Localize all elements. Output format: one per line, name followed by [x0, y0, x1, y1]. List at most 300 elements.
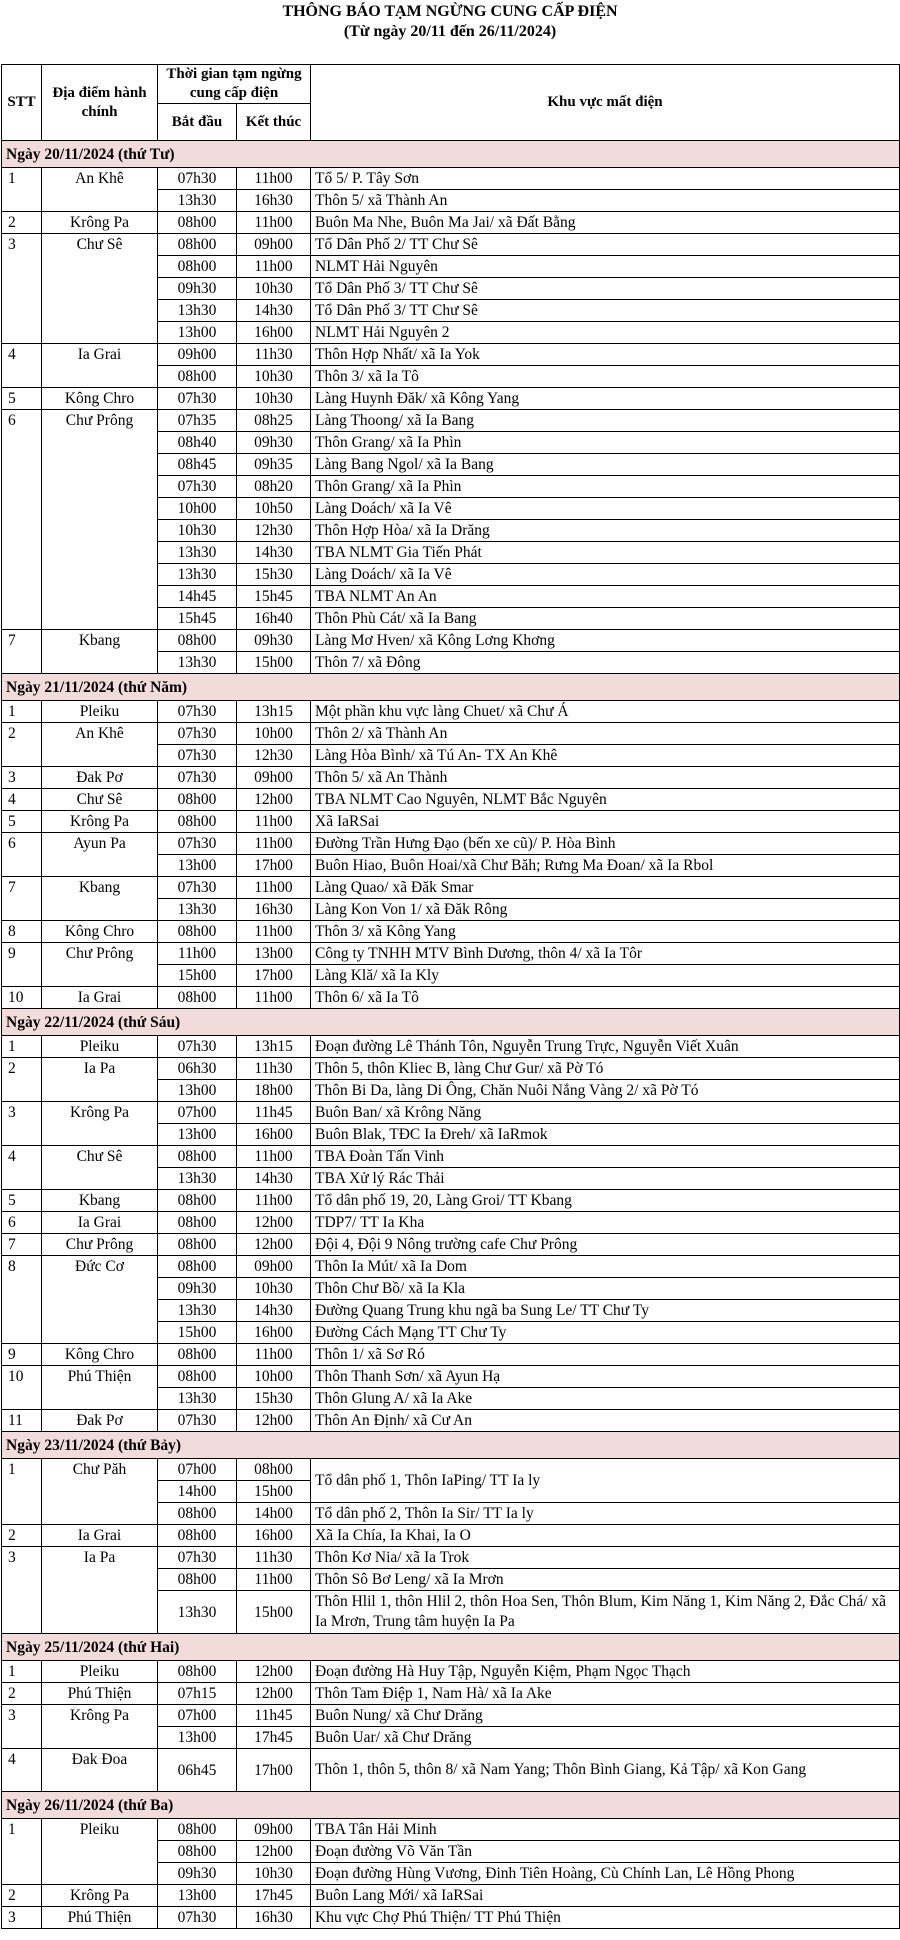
start-time-cell: 13h30	[158, 899, 237, 921]
day-label: Ngày 22/11/2024 (thứ Sáu)	[2, 1009, 900, 1036]
table-row	[2, 701, 900, 723]
stt-cell: 11	[2, 1410, 42, 1432]
end-time-cell: 08h25	[237, 410, 311, 432]
area-cell: Xã IaRSai	[311, 811, 900, 833]
end-time-cell: 08h00	[237, 1459, 311, 1481]
table-row	[2, 1036, 900, 1058]
area-cell: Thôn Tam Điệp 1, Nam Hà/ xã Ia Ake	[311, 1683, 900, 1705]
end-time-cell: 15h30	[237, 1388, 311, 1410]
table-row	[2, 1907, 900, 1929]
day-label: Ngày 20/11/2024 (thứ Tư)	[2, 141, 900, 168]
power-outage-table	[1, 64, 900, 1929]
area-cell: Thôn Ia Mút/ xã Ia Dom	[311, 1256, 900, 1278]
location-cell: Krông Pa	[42, 1102, 158, 1146]
area-cell: Thôn 3/ xã Kông Yang	[311, 921, 900, 943]
area-cell: Thôn Chư Bồ/ xã Ia Kla	[311, 1278, 900, 1300]
start-time-cell: 15h00	[158, 965, 237, 987]
area-cell: Đoạn đường Võ Văn Tần	[311, 1841, 900, 1863]
area-cell: Thôn Hlil 1, thôn Hlil 2, thôn Hoa Sen, Thôn Blum, Kim Năng 1, Kim Năng 2, Đắc Chá/ xã Ia Mrơn, Trung tâm huyện Ia Pa	[311, 1591, 900, 1634]
start-time-cell: 13h00	[158, 1124, 237, 1146]
area-cell: Làng Mơ Hven/ xã Kông Lơng Khơng	[311, 630, 900, 652]
end-time-cell: 15h30	[237, 564, 311, 586]
end-time-cell: 16h00	[237, 322, 311, 344]
stt-cell: 9	[2, 943, 42, 987]
location-cell: Pleiku	[42, 1819, 158, 1885]
document-title: THÔNG BÁO TẠM NGỪNG CUNG CẤP ĐIỆN	[282, 3, 618, 20]
area-cell: Làng Thoong/ xã Ia Bang	[311, 410, 900, 432]
stt-cell: 3	[2, 234, 42, 344]
end-time-cell: 12h00	[237, 1212, 311, 1234]
location-cell: Pleiku	[42, 1661, 158, 1683]
stt-cell: 2	[2, 1525, 42, 1547]
area-cell: Thôn Thanh Sơn/ xã Ayun Hạ	[311, 1366, 900, 1388]
end-time-cell: 11h00	[237, 877, 311, 899]
end-time-cell: 14h30	[237, 1300, 311, 1322]
stt-cell: 3	[2, 1907, 42, 1929]
area-cell: Buôn Lang Mới/ xã IaRSai	[311, 1885, 900, 1907]
table-row	[2, 630, 900, 652]
area-cell: Thôn 1/ xã Sơ Ró	[311, 1344, 900, 1366]
area-cell: Buôn Ma Nhe, Buôn Ma Jai/ xã Đất Bằng	[311, 212, 900, 234]
stt-cell: 10	[2, 987, 42, 1009]
location-cell: Ia Grai	[42, 1212, 158, 1234]
end-time-cell: 09h00	[237, 1256, 311, 1278]
location-cell: Ia Grai	[42, 1525, 158, 1547]
start-time-cell: 07h35	[158, 410, 237, 432]
area-cell: Xã Ia Chía, Ia Khai, Ia O	[311, 1525, 900, 1547]
table-row	[2, 168, 900, 190]
stt-cell: 3	[2, 767, 42, 789]
area-cell: Buôn Ban/ xã Krông Năng	[311, 1102, 900, 1124]
area-cell: Buôn Blak, TĐC Ia Đreh/ xã IaRmok	[311, 1124, 900, 1146]
stt-cell: 3	[2, 1102, 42, 1146]
end-time-cell: 10h30	[237, 1278, 311, 1300]
location-cell: Ia Pa	[42, 1058, 158, 1102]
area-cell: TBA NLMT Cao Nguyên, NLMT Bắc Nguyên	[311, 789, 900, 811]
area-cell: Thôn 5, thôn Kliec B, làng Chư Gur/ xã Pờ Tó	[311, 1058, 900, 1080]
header-location: Địa điểm hành chính	[42, 65, 158, 141]
day-label: Ngày 21/11/2024 (thứ Năm)	[2, 674, 900, 701]
end-time-cell: 13h15	[237, 701, 311, 723]
area-cell: Tổ dân phố 2, Thôn Ia Sir/ TT Ia ly	[311, 1503, 900, 1525]
table-row	[2, 212, 900, 234]
end-time-cell: 12h00	[237, 1234, 311, 1256]
end-time-cell: 11h45	[237, 1102, 311, 1124]
start-time-cell: 08h00	[158, 1819, 237, 1841]
start-time-cell: 08h00	[158, 1190, 237, 1212]
start-time-cell: 13h00	[158, 1080, 237, 1102]
end-time-cell: 11h00	[237, 811, 311, 833]
area-cell: Làng Kon Von 1/ xã Đăk Rông	[311, 899, 900, 921]
location-cell: Ayun Pa	[42, 833, 158, 877]
area-cell: Đường Quang Trung khu ngã ba Sung Le/ TT Chư Ty	[311, 1300, 900, 1322]
table-row	[2, 921, 900, 943]
end-time-cell: 17h45	[237, 1885, 311, 1907]
area-cell: TBA NLMT An An	[311, 586, 900, 608]
stt-cell: 4	[2, 344, 42, 388]
end-time-cell: 11h00	[237, 987, 311, 1009]
end-time-cell: 16h30	[237, 190, 311, 212]
location-cell: Chư Prông	[42, 410, 158, 630]
end-time-cell: 11h00	[237, 168, 311, 190]
location-cell: Kbang	[42, 1190, 158, 1212]
stt-cell: 2	[2, 1683, 42, 1705]
table-row	[2, 1705, 900, 1727]
stt-cell: 6	[2, 1212, 42, 1234]
location-cell: Đak Pơ	[42, 1410, 158, 1432]
area-cell: Thôn Hợp Hòa/ xã Ia Drăng	[311, 520, 900, 542]
table-row	[2, 1661, 900, 1683]
stt-cell: 2	[2, 1885, 42, 1907]
table-row	[2, 1344, 900, 1366]
location-cell: Chư Sê	[42, 1146, 158, 1190]
area-cell: Làng Doách/ xã Ia Vê	[311, 564, 900, 586]
stt-cell: 2	[2, 723, 42, 767]
table-row	[2, 1102, 900, 1124]
end-time-cell: 16h30	[237, 899, 311, 921]
location-cell: Đak Pơ	[42, 767, 158, 789]
end-time-cell: 17h00	[237, 965, 311, 987]
table-row	[2, 1212, 900, 1234]
table-row	[2, 1819, 900, 1841]
location-cell: Phú Thiện	[42, 1907, 158, 1929]
end-time-cell: 17h00	[237, 1749, 311, 1792]
stt-cell: 1	[2, 1661, 42, 1683]
start-time-cell: 15h00	[158, 1322, 237, 1344]
document-subtitle: (Từ ngày 20/11 đến 26/11/2024)	[343, 23, 557, 40]
table-row	[2, 1190, 900, 1212]
start-time-cell: 08h00	[158, 1366, 237, 1388]
start-time-cell: 08h40	[158, 432, 237, 454]
area-cell: Thôn 1, thôn 5, thôn 8/ xã Nam Yang; Thôn Bình Giang, Kả Tập/ xã Kon Gang	[311, 1749, 900, 1792]
area-cell: Thôn Phù Cát/ xã Ia Bang	[311, 608, 900, 630]
stt-cell: 1	[2, 701, 42, 723]
area-cell: Thôn An Định/ xã Cư An	[311, 1410, 900, 1432]
area-cell: TBA Xử lý Rác Thải	[311, 1168, 900, 1190]
location-cell: Đức Cơ	[42, 1256, 158, 1344]
end-time-cell: 12h00	[237, 789, 311, 811]
end-time-cell: 12h00	[237, 1410, 311, 1432]
start-time-cell: 08h00	[158, 366, 237, 388]
area-cell: Làng Hòa Bình/ xã Tú An- TX An Khê	[311, 745, 900, 767]
start-time-cell: 07h30	[158, 1547, 237, 1569]
start-time-cell: 07h30	[158, 767, 237, 789]
area-cell: Thôn Grang/ xã Ia Phìn	[311, 432, 900, 454]
table-row	[2, 943, 900, 965]
start-time-cell: 08h00	[158, 1525, 237, 1547]
area-cell: Công ty TNHH MTV Bình Dương, thôn 4/ xã Ia Tôr	[311, 943, 900, 965]
location-cell: Chư Păh	[42, 1459, 158, 1525]
location-cell: An Khê	[42, 168, 158, 212]
start-time-cell: 07h00	[158, 1459, 237, 1481]
start-time-cell: 07h30	[158, 877, 237, 899]
end-time-cell: 16h40	[237, 608, 311, 630]
end-time-cell: 12h00	[237, 1683, 311, 1705]
end-time-cell: 11h30	[237, 1547, 311, 1569]
start-time-cell: 08h00	[158, 630, 237, 652]
area-cell: Một phần khu vực làng Chuet/ xã Chư Á	[311, 701, 900, 723]
end-time-cell: 17h45	[237, 1727, 311, 1749]
location-cell: Phú Thiện	[42, 1683, 158, 1705]
day-header-row	[2, 1009, 900, 1036]
start-time-cell: 13h30	[158, 1300, 237, 1322]
start-time-cell: 06h45	[158, 1749, 237, 1792]
day-header-row	[2, 1792, 900, 1819]
end-time-cell: 11h00	[237, 921, 311, 943]
end-time-cell: 17h00	[237, 855, 311, 877]
table-row	[2, 877, 900, 899]
start-time-cell: 13h00	[158, 322, 237, 344]
stt-cell: 6	[2, 410, 42, 630]
start-time-cell: 09h30	[158, 1278, 237, 1300]
area-cell: Thôn 5/ xã Thành An	[311, 190, 900, 212]
stt-cell: 3	[2, 1547, 42, 1634]
stt-cell: 2	[2, 212, 42, 234]
location-cell: Kông Chro	[42, 921, 158, 943]
end-time-cell: 15h45	[237, 586, 311, 608]
location-cell: An Khê	[42, 723, 158, 767]
start-time-cell: 08h00	[158, 256, 237, 278]
stt-cell: 2	[2, 1058, 42, 1102]
start-time-cell: 14h00	[158, 1481, 237, 1503]
end-time-cell: 10h30	[237, 1863, 311, 1885]
end-time-cell: 08h20	[237, 476, 311, 498]
start-time-cell: 08h00	[158, 1841, 237, 1863]
end-time-cell: 11h00	[237, 1190, 311, 1212]
start-time-cell: 07h30	[158, 745, 237, 767]
table-row	[2, 1058, 900, 1080]
end-time-cell: 14h30	[237, 300, 311, 322]
start-time-cell: 07h30	[158, 168, 237, 190]
header-start: Bắt đầu	[158, 104, 237, 141]
start-time-cell: 08h00	[158, 1146, 237, 1168]
start-time-cell: 13h00	[158, 1727, 237, 1749]
end-time-cell: 10h30	[237, 388, 311, 410]
start-time-cell: 10h30	[158, 520, 237, 542]
document-header	[0, 0, 900, 64]
location-cell: Chư Prông	[42, 1234, 158, 1256]
start-time-cell: 09h30	[158, 278, 237, 300]
end-time-cell: 09h00	[237, 234, 311, 256]
end-time-cell: 11h30	[237, 1058, 311, 1080]
stt-cell: 5	[2, 811, 42, 833]
end-time-cell: 16h30	[237, 1907, 311, 1929]
table-row	[2, 723, 900, 745]
table-header-row	[2, 65, 900, 104]
start-time-cell: 07h30	[158, 833, 237, 855]
end-time-cell: 10h50	[237, 498, 311, 520]
start-time-cell: 13h30	[158, 542, 237, 564]
header-end: Kết thúc	[237, 104, 311, 141]
table-row	[2, 1256, 900, 1278]
location-cell: Ia Pa	[42, 1547, 158, 1634]
end-time-cell: 13h15	[237, 1036, 311, 1058]
start-time-cell: 07h30	[158, 388, 237, 410]
end-time-cell: 09h00	[237, 767, 311, 789]
end-time-cell: 15h00	[237, 652, 311, 674]
end-time-cell: 10h00	[237, 723, 311, 745]
area-cell: TBA Tân Hải Minh	[311, 1819, 900, 1841]
area-cell: Đội 4, Đội 9 Nông trường cafe Chư Prông	[311, 1234, 900, 1256]
start-time-cell: 07h00	[158, 1705, 237, 1727]
stt-cell: 5	[2, 1190, 42, 1212]
start-time-cell: 13h30	[158, 190, 237, 212]
end-time-cell: 16h00	[237, 1124, 311, 1146]
end-time-cell: 16h00	[237, 1322, 311, 1344]
area-cell: Đoạn đường Hà Huy Tập, Nguyễn Kiệm, Phạm Ngọc Thạch	[311, 1661, 900, 1683]
area-cell: Làng Doách/ xã Ia Vê	[311, 498, 900, 520]
end-time-cell: 15h00	[237, 1481, 311, 1503]
table-row	[2, 1410, 900, 1432]
area-cell: Thôn Kơ Nia/ xã Ia Trok	[311, 1547, 900, 1569]
location-cell: Chư Prông	[42, 943, 158, 987]
area-cell: TDP7/ TT Ia Kha	[311, 1212, 900, 1234]
day-label: Ngày 25/11/2024 (thứ Hai)	[2, 1634, 900, 1661]
table-row	[2, 987, 900, 1009]
start-time-cell: 08h00	[158, 1212, 237, 1234]
end-time-cell: 12h30	[237, 745, 311, 767]
area-cell: Khu vực Chợ Phú Thiện/ TT Phú Thiện	[311, 1907, 900, 1929]
stt-cell: 7	[2, 1234, 42, 1256]
start-time-cell: 07h30	[158, 476, 237, 498]
start-time-cell: 11h00	[158, 943, 237, 965]
start-time-cell: 08h45	[158, 454, 237, 476]
end-time-cell: 12h30	[237, 520, 311, 542]
end-time-cell: 12h00	[237, 1841, 311, 1863]
area-cell: Thôn Hợp Nhất/ xã Ia Yok	[311, 344, 900, 366]
table-row	[2, 1749, 900, 1792]
area-cell: Thôn 2/ xã Thành An	[311, 723, 900, 745]
start-time-cell: 08h00	[158, 1234, 237, 1256]
start-time-cell: 13h30	[158, 1388, 237, 1410]
start-time-cell: 13h00	[158, 855, 237, 877]
start-time-cell: 07h00	[158, 1102, 237, 1124]
location-cell: Chư Sê	[42, 234, 158, 344]
end-time-cell: 09h30	[237, 630, 311, 652]
area-cell: Thôn 5/ xã An Thành	[311, 767, 900, 789]
area-cell: Làng Quao/ xã Đăk Smar	[311, 877, 900, 899]
location-cell: Pleiku	[42, 1036, 158, 1058]
location-cell: Krông Pa	[42, 1885, 158, 1907]
end-time-cell: 11h45	[237, 1705, 311, 1727]
area-cell: Thôn Sô Bơ Leng/ xã Ia Mrơn	[311, 1569, 900, 1591]
day-header-row	[2, 1634, 900, 1661]
area-cell: Thôn Bi Da, làng Di Ông, Chăn Nuôi Nắng Vàng 2/ xã Pờ Tó	[311, 1080, 900, 1102]
location-cell: Ia Grai	[42, 987, 158, 1009]
area-cell: TBA NLMT Gia Tiến Phát	[311, 542, 900, 564]
start-time-cell: 08h00	[158, 987, 237, 1009]
location-cell: Kbang	[42, 877, 158, 921]
stt-cell: 7	[2, 877, 42, 921]
start-time-cell: 13h30	[158, 1168, 237, 1190]
table-row	[2, 1525, 900, 1547]
start-time-cell: 08h00	[158, 789, 237, 811]
area-cell: Buôn Uar/ xã Chư Drăng	[311, 1727, 900, 1749]
end-time-cell: 11h00	[237, 1569, 311, 1591]
table-body	[2, 141, 900, 1929]
stt-cell: 5	[2, 388, 42, 410]
table-row	[2, 344, 900, 366]
stt-cell: 10	[2, 1366, 42, 1410]
location-cell: Đak Đoa	[42, 1749, 158, 1792]
end-time-cell: 14h30	[237, 542, 311, 564]
end-time-cell: 09h00	[237, 1819, 311, 1841]
start-time-cell: 08h00	[158, 234, 237, 256]
stt-cell: 4	[2, 1749, 42, 1792]
start-time-cell: 07h30	[158, 1410, 237, 1432]
area-cell: Làng Huynh Đăk/ xã Kông Yang	[311, 388, 900, 410]
location-cell: Chư Sê	[42, 789, 158, 811]
start-time-cell: 08h00	[158, 1256, 237, 1278]
area-cell: Đoạn đường Hùng Vương, Đinh Tiên Hoàng, Cù Chính Lan, Lê Hồng Phong	[311, 1863, 900, 1885]
start-time-cell: 15h45	[158, 608, 237, 630]
start-time-cell: 13h30	[158, 652, 237, 674]
location-cell: Krông Pa	[42, 212, 158, 234]
table-row	[2, 1683, 900, 1705]
start-time-cell: 08h00	[158, 1661, 237, 1683]
end-time-cell: 18h00	[237, 1080, 311, 1102]
stt-cell: 1	[2, 168, 42, 212]
location-cell: Kông Chro	[42, 388, 158, 410]
area-cell: TBA Đoàn Tấn Vinh	[311, 1146, 900, 1168]
end-time-cell: 15h00	[237, 1591, 311, 1634]
start-time-cell: 08h00	[158, 1503, 237, 1525]
stt-cell: 1	[2, 1819, 42, 1885]
stt-cell: 8	[2, 1256, 42, 1344]
location-cell: Krông Pa	[42, 811, 158, 833]
table-row	[2, 833, 900, 855]
table-row	[2, 410, 900, 432]
stt-cell: 1	[2, 1036, 42, 1058]
area-cell: Thôn 6/ xã Ia Tô	[311, 987, 900, 1009]
area-cell: Tổ 5/ P. Tây Sơn	[311, 168, 900, 190]
area-cell: Thôn Glung A/ xã Ia Ake	[311, 1388, 900, 1410]
end-time-cell: 14h00	[237, 1503, 311, 1525]
area-cell: Buôn Hiao, Buôn Hoai/xã Chư Băh; Rưng Ma Đoan/ xã Ia Rbol	[311, 855, 900, 877]
end-time-cell: 11h00	[237, 1344, 311, 1366]
location-cell: Ia Grai	[42, 344, 158, 388]
start-time-cell: 07h30	[158, 1907, 237, 1929]
table-row	[2, 1234, 900, 1256]
stt-cell: 3	[2, 1705, 42, 1749]
start-time-cell: 13h00	[158, 1885, 237, 1907]
stt-cell: 9	[2, 1344, 42, 1366]
stt-cell: 7	[2, 630, 42, 674]
start-time-cell: 09h30	[158, 1863, 237, 1885]
area-cell: Thôn 7/ xã Đông	[311, 652, 900, 674]
start-time-cell: 13h30	[158, 300, 237, 322]
header-time: Thời gian tạm ngừng cung cấp điện	[158, 65, 311, 104]
area-cell: Tổ Dân Phố 3/ TT Chư Sê	[311, 300, 900, 322]
area-cell: Làng Klă/ xã Ia Kly	[311, 965, 900, 987]
header-stt: STT	[2, 65, 42, 141]
area-cell: Thôn 3/ xã Ia Tô	[311, 366, 900, 388]
start-time-cell: 13h30	[158, 564, 237, 586]
stt-cell: 1	[2, 1459, 42, 1525]
start-time-cell: 13h30	[158, 1591, 237, 1634]
end-time-cell: 11h00	[237, 1146, 311, 1168]
day-header-row	[2, 141, 900, 168]
start-time-cell: 07h15	[158, 1683, 237, 1705]
start-time-cell: 07h30	[158, 1036, 237, 1058]
table-row	[2, 234, 900, 256]
start-time-cell: 08h00	[158, 811, 237, 833]
area-cell: NLMT Hải Nguyên	[311, 256, 900, 278]
table-row	[2, 1547, 900, 1569]
day-header-row	[2, 674, 900, 701]
end-time-cell: 11h30	[237, 344, 311, 366]
end-time-cell: 09h30	[237, 432, 311, 454]
